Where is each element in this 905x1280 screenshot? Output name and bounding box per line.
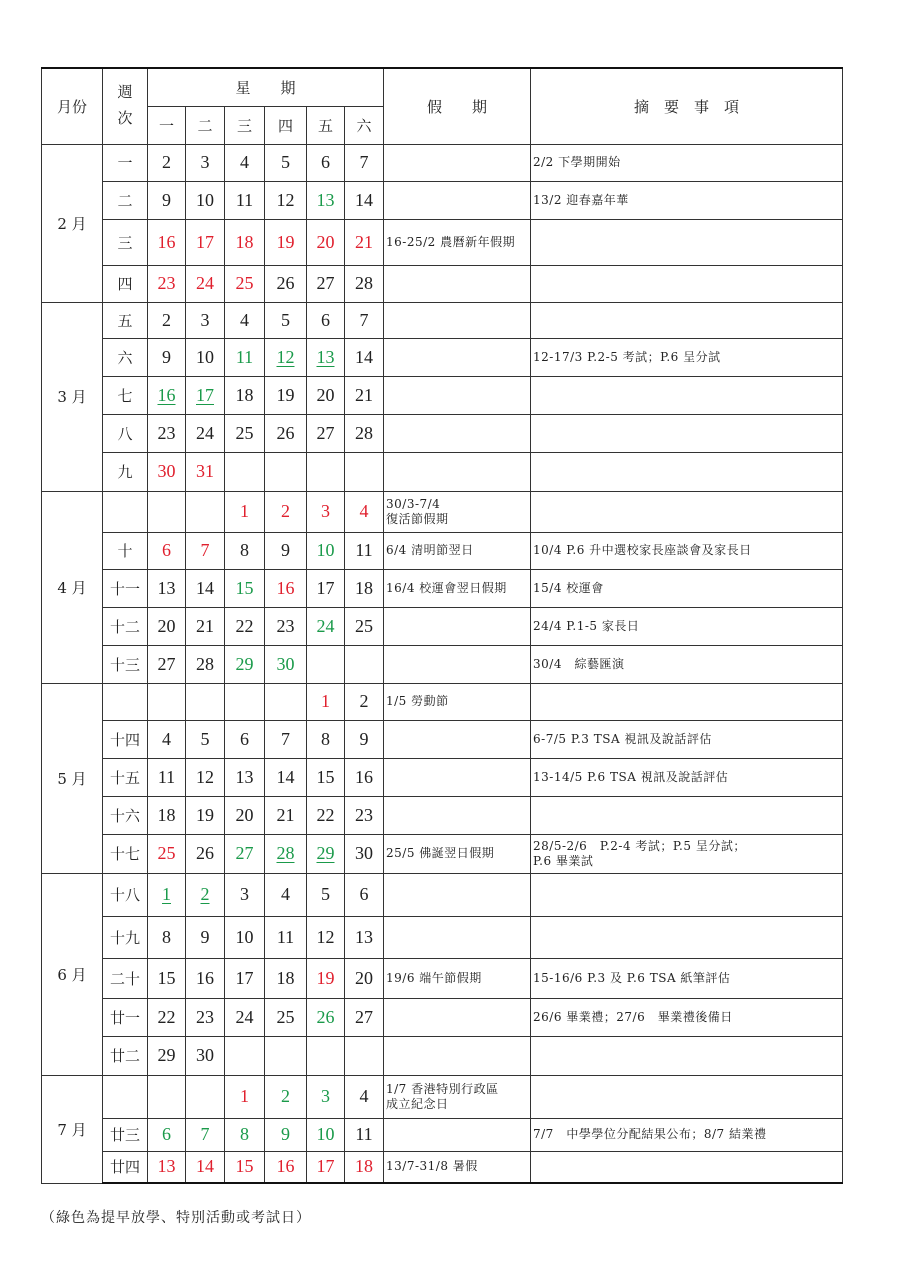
day-cell: 9 bbox=[148, 338, 186, 376]
week-row bbox=[42, 645, 843, 683]
holiday-note: 30/3-7/4 復活節假期 bbox=[384, 491, 531, 532]
summary-note: 12-17/3 P.2-5 考試；P.6 呈分試 bbox=[531, 338, 843, 376]
holiday-note: 16/4 校運會翌日假期 bbox=[384, 569, 531, 607]
day-cell: 1 bbox=[225, 491, 265, 532]
header-week-no-text: 週次 bbox=[117, 83, 133, 127]
day-cell: 2 bbox=[186, 873, 225, 916]
day-cell bbox=[225, 452, 265, 491]
summary-note: 26/6 畢業禮；27/6 畢業禮後備日 bbox=[531, 998, 843, 1036]
day-cell: 6 bbox=[148, 1118, 186, 1151]
day-cell: 9 bbox=[186, 916, 225, 958]
day-cell: 28 bbox=[265, 834, 307, 873]
day-cell bbox=[345, 1036, 384, 1075]
day-cell: 14 bbox=[265, 758, 307, 796]
week-number: 十九 bbox=[103, 916, 148, 958]
month-label: 5 月 bbox=[42, 683, 103, 873]
week-number: 二十 bbox=[103, 958, 148, 998]
day-cell: 11 bbox=[345, 532, 384, 569]
week-number: 六 bbox=[103, 338, 148, 376]
holiday-note: 1/7 香港特別行政區 成立紀念日 bbox=[384, 1075, 531, 1118]
day-cell: 1 bbox=[225, 1075, 265, 1118]
day-cell: 23 bbox=[345, 796, 384, 834]
day-cell: 5 bbox=[186, 720, 225, 758]
day-cell: 27 bbox=[148, 645, 186, 683]
week-row bbox=[42, 144, 843, 181]
day-cell bbox=[148, 491, 186, 532]
month-label: 3 月 bbox=[42, 302, 103, 491]
day-cell bbox=[225, 1036, 265, 1075]
day-cell: 23 bbox=[186, 998, 225, 1036]
holiday-note bbox=[384, 144, 531, 181]
day-cell: 19 bbox=[307, 958, 345, 998]
day-cell: 24 bbox=[186, 265, 225, 302]
day-cell: 28 bbox=[186, 645, 225, 683]
day-cell: 12 bbox=[265, 181, 307, 219]
day-cell: 16 bbox=[265, 1151, 307, 1183]
day-cell: 26 bbox=[307, 998, 345, 1036]
day-cell: 22 bbox=[307, 796, 345, 834]
color-legend-note: （綠色為提早放學、特別活動或考試日） bbox=[41, 1210, 311, 1226]
day-cell: 18 bbox=[225, 219, 265, 265]
day-cell: 28 bbox=[345, 265, 384, 302]
week-row bbox=[42, 181, 843, 219]
day-cell: 10 bbox=[307, 1118, 345, 1151]
summary-note bbox=[531, 414, 843, 452]
day-cell: 26 bbox=[186, 834, 225, 873]
week-row bbox=[42, 338, 843, 376]
week-number: 十八 bbox=[103, 873, 148, 916]
day-cell: 21 bbox=[345, 219, 384, 265]
day-cell: 14 bbox=[345, 338, 384, 376]
day-cell: 6 bbox=[307, 302, 345, 338]
week-row bbox=[42, 532, 843, 569]
week-number: 七 bbox=[103, 376, 148, 414]
week-row bbox=[42, 302, 843, 338]
day-cell: 15 bbox=[148, 958, 186, 998]
day-cell: 29 bbox=[148, 1036, 186, 1075]
week-row bbox=[42, 1075, 843, 1118]
day-cell: 20 bbox=[307, 219, 345, 265]
summary-note: 28/5-2/6 P.2-4 考試；P.5 呈分試； P.6 畢業試 bbox=[531, 834, 843, 873]
summary-note bbox=[531, 1151, 843, 1183]
day-cell: 2 bbox=[265, 491, 307, 532]
week-number: 八 bbox=[103, 414, 148, 452]
month-label: 6 月 bbox=[42, 873, 103, 1075]
week-number: 十四 bbox=[103, 720, 148, 758]
day-cell: 14 bbox=[186, 1151, 225, 1183]
day-cell: 17 bbox=[225, 958, 265, 998]
holiday-note bbox=[384, 302, 531, 338]
day-cell: 6 bbox=[148, 532, 186, 569]
day-cell: 25 bbox=[345, 607, 384, 645]
day-cell: 8 bbox=[225, 532, 265, 569]
day-cell: 12 bbox=[307, 916, 345, 958]
day-cell: 6 bbox=[307, 144, 345, 181]
day-cell: 17 bbox=[307, 569, 345, 607]
holiday-note bbox=[384, 607, 531, 645]
week-row bbox=[42, 414, 843, 452]
day-cell: 13 bbox=[307, 181, 345, 219]
day-cell bbox=[345, 645, 384, 683]
week-row bbox=[42, 916, 843, 958]
day-cell: 24 bbox=[307, 607, 345, 645]
week-row bbox=[42, 796, 843, 834]
day-cell: 2 bbox=[265, 1075, 307, 1118]
header-week-no bbox=[103, 68, 148, 144]
day-cell: 14 bbox=[186, 569, 225, 607]
day-cell: 22 bbox=[148, 998, 186, 1036]
day-cell bbox=[186, 1075, 225, 1118]
summary-note bbox=[531, 796, 843, 834]
day-cell: 10 bbox=[186, 338, 225, 376]
week-row bbox=[42, 219, 843, 265]
week-row bbox=[42, 758, 843, 796]
day-cell: 5 bbox=[265, 144, 307, 181]
summary-note: 6-7/5 P.3 TSA 視訊及說話評估 bbox=[531, 720, 843, 758]
day-cell: 9 bbox=[265, 1118, 307, 1151]
week-row bbox=[42, 569, 843, 607]
day-cell: 28 bbox=[345, 414, 384, 452]
weekday-header: 一 bbox=[148, 106, 186, 144]
day-cell: 30 bbox=[186, 1036, 225, 1075]
day-cell: 15 bbox=[225, 569, 265, 607]
day-cell: 19 bbox=[265, 376, 307, 414]
header-weekday-group: 星 期 bbox=[148, 68, 384, 106]
day-cell: 13 bbox=[345, 916, 384, 958]
day-cell: 2 bbox=[148, 144, 186, 181]
summary-note bbox=[531, 302, 843, 338]
day-cell: 1 bbox=[307, 683, 345, 720]
day-cell: 6 bbox=[345, 873, 384, 916]
day-cell bbox=[307, 1036, 345, 1075]
day-cell: 25 bbox=[225, 414, 265, 452]
day-cell: 13 bbox=[307, 338, 345, 376]
week-row bbox=[42, 1036, 843, 1075]
week-row bbox=[42, 1151, 843, 1183]
summary-note: 15/4 校運會 bbox=[531, 569, 843, 607]
day-cell: 30 bbox=[148, 452, 186, 491]
day-cell: 18 bbox=[345, 569, 384, 607]
week-number bbox=[103, 683, 148, 720]
week-number: 十六 bbox=[103, 796, 148, 834]
day-cell: 4 bbox=[225, 302, 265, 338]
day-cell: 5 bbox=[307, 873, 345, 916]
week-row bbox=[42, 873, 843, 916]
day-cell: 13 bbox=[225, 758, 265, 796]
day-cell: 27 bbox=[225, 834, 265, 873]
holiday-note: 16-25/2 農曆新年假期 bbox=[384, 219, 531, 265]
day-cell: 25 bbox=[148, 834, 186, 873]
day-cell: 11 bbox=[345, 1118, 384, 1151]
week-row bbox=[42, 683, 843, 720]
day-cell: 16 bbox=[148, 219, 186, 265]
day-cell: 9 bbox=[265, 532, 307, 569]
day-cell: 4 bbox=[345, 1075, 384, 1118]
week-number: 十三 bbox=[103, 645, 148, 683]
day-cell: 4 bbox=[148, 720, 186, 758]
summary-note: 30/4 綜藝匯演 bbox=[531, 645, 843, 683]
day-cell: 7 bbox=[345, 302, 384, 338]
day-cell bbox=[186, 491, 225, 532]
holiday-note: 19/6 端午節假期 bbox=[384, 958, 531, 998]
week-row bbox=[42, 958, 843, 998]
day-cell: 12 bbox=[265, 338, 307, 376]
week-number: 一 bbox=[103, 144, 148, 181]
day-cell: 8 bbox=[148, 916, 186, 958]
day-cell: 13 bbox=[148, 1151, 186, 1183]
day-cell: 21 bbox=[345, 376, 384, 414]
week-row bbox=[42, 998, 843, 1036]
day-cell bbox=[148, 683, 186, 720]
header-summary: 摘 要 事 項 bbox=[531, 68, 843, 144]
day-cell: 16 bbox=[265, 569, 307, 607]
day-cell: 3 bbox=[307, 491, 345, 532]
day-cell: 8 bbox=[307, 720, 345, 758]
week-row bbox=[42, 720, 843, 758]
header-holiday: 假 期 bbox=[384, 68, 531, 144]
day-cell bbox=[265, 452, 307, 491]
summary-note bbox=[531, 376, 843, 414]
day-cell: 13 bbox=[148, 569, 186, 607]
day-cell: 20 bbox=[148, 607, 186, 645]
day-cell: 7 bbox=[186, 532, 225, 569]
holiday-note bbox=[384, 916, 531, 958]
day-cell: 30 bbox=[345, 834, 384, 873]
week-number: 十 bbox=[103, 532, 148, 569]
summary-note bbox=[531, 219, 843, 265]
week-row bbox=[42, 1118, 843, 1151]
day-cell: 20 bbox=[345, 958, 384, 998]
day-cell: 18 bbox=[148, 796, 186, 834]
summary-note: 15-16/6 P.3 及 P.6 TSA 紙筆評估 bbox=[531, 958, 843, 998]
month-label: 2 月 bbox=[42, 144, 103, 302]
week-number: 四 bbox=[103, 265, 148, 302]
holiday-note bbox=[384, 873, 531, 916]
day-cell: 16 bbox=[186, 958, 225, 998]
holiday-note bbox=[384, 452, 531, 491]
holiday-note bbox=[384, 1036, 531, 1075]
holiday-note: 13/7-31/8 暑假 bbox=[384, 1151, 531, 1183]
day-cell: 3 bbox=[186, 144, 225, 181]
day-cell: 10 bbox=[307, 532, 345, 569]
week-number: 二 bbox=[103, 181, 148, 219]
day-cell: 16 bbox=[345, 758, 384, 796]
day-cell: 17 bbox=[307, 1151, 345, 1183]
day-cell: 25 bbox=[225, 265, 265, 302]
day-cell: 7 bbox=[265, 720, 307, 758]
summary-note: 7/7 中學學位分配結果公布；8/7 結業禮 bbox=[531, 1118, 843, 1151]
weekday-header: 四 bbox=[265, 106, 307, 144]
holiday-note: 1/5 勞動節 bbox=[384, 683, 531, 720]
day-cell: 31 bbox=[186, 452, 225, 491]
week-number: 廿二 bbox=[103, 1036, 148, 1075]
week-row bbox=[42, 491, 843, 532]
day-cell: 9 bbox=[345, 720, 384, 758]
day-cell bbox=[345, 452, 384, 491]
day-cell: 11 bbox=[225, 338, 265, 376]
week-row bbox=[42, 834, 843, 873]
week-number: 九 bbox=[103, 452, 148, 491]
day-cell: 7 bbox=[345, 144, 384, 181]
week-row bbox=[42, 265, 843, 302]
day-cell bbox=[186, 683, 225, 720]
summary-note bbox=[531, 265, 843, 302]
summary-note bbox=[531, 1036, 843, 1075]
day-cell: 6 bbox=[225, 720, 265, 758]
week-number bbox=[103, 1075, 148, 1118]
day-cell: 11 bbox=[265, 916, 307, 958]
day-cell: 15 bbox=[225, 1151, 265, 1183]
holiday-note bbox=[384, 998, 531, 1036]
day-cell: 10 bbox=[186, 181, 225, 219]
day-cell: 27 bbox=[307, 414, 345, 452]
day-cell: 12 bbox=[186, 758, 225, 796]
day-cell bbox=[148, 1075, 186, 1118]
summary-note bbox=[531, 491, 843, 532]
day-cell: 19 bbox=[186, 796, 225, 834]
day-cell: 21 bbox=[186, 607, 225, 645]
day-cell: 24 bbox=[225, 998, 265, 1036]
summary-note bbox=[531, 452, 843, 491]
day-cell: 4 bbox=[265, 873, 307, 916]
holiday-note bbox=[384, 645, 531, 683]
weekday-header: 三 bbox=[225, 106, 265, 144]
summary-note: 10/4 P.6 升中選校家長座談會及家長日 bbox=[531, 532, 843, 569]
day-cell: 27 bbox=[345, 998, 384, 1036]
day-cell: 15 bbox=[307, 758, 345, 796]
day-cell: 9 bbox=[148, 181, 186, 219]
day-cell: 18 bbox=[225, 376, 265, 414]
week-number: 十五 bbox=[103, 758, 148, 796]
day-cell: 7 bbox=[186, 1118, 225, 1151]
day-cell: 23 bbox=[148, 265, 186, 302]
holiday-note bbox=[384, 181, 531, 219]
day-cell: 20 bbox=[225, 796, 265, 834]
week-number: 廿三 bbox=[103, 1118, 148, 1151]
day-cell: 2 bbox=[148, 302, 186, 338]
day-cell: 17 bbox=[186, 376, 225, 414]
header-month: 月份 bbox=[42, 68, 103, 144]
week-number: 廿一 bbox=[103, 998, 148, 1036]
day-cell: 16 bbox=[148, 376, 186, 414]
school-calendar-table bbox=[41, 67, 843, 1184]
day-cell: 26 bbox=[265, 265, 307, 302]
day-cell: 3 bbox=[186, 302, 225, 338]
day-cell: 10 bbox=[225, 916, 265, 958]
holiday-note bbox=[384, 1118, 531, 1151]
week-number: 三 bbox=[103, 219, 148, 265]
day-cell: 23 bbox=[148, 414, 186, 452]
day-cell: 5 bbox=[265, 302, 307, 338]
weekday-header: 五 bbox=[307, 106, 345, 144]
summary-note bbox=[531, 683, 843, 720]
summary-note bbox=[531, 1075, 843, 1118]
day-cell: 18 bbox=[345, 1151, 384, 1183]
day-cell: 3 bbox=[307, 1075, 345, 1118]
day-cell: 18 bbox=[265, 958, 307, 998]
week-number: 廿四 bbox=[103, 1151, 148, 1183]
summary-note: 13/2 迎春嘉年華 bbox=[531, 181, 843, 219]
summary-note bbox=[531, 873, 843, 916]
week-row bbox=[42, 376, 843, 414]
day-cell: 27 bbox=[307, 265, 345, 302]
summary-note: 2/2 下學期開始 bbox=[531, 144, 843, 181]
week-number: 十七 bbox=[103, 834, 148, 873]
day-cell bbox=[307, 452, 345, 491]
day-cell bbox=[265, 1036, 307, 1075]
week-number: 五 bbox=[103, 302, 148, 338]
day-cell: 11 bbox=[225, 181, 265, 219]
week-row bbox=[42, 607, 843, 645]
week-number: 十一 bbox=[103, 569, 148, 607]
day-cell: 24 bbox=[186, 414, 225, 452]
summary-note: 24/4 P.1-5 家長日 bbox=[531, 607, 843, 645]
month-label: 7 月 bbox=[42, 1075, 103, 1183]
day-cell: 1 bbox=[148, 873, 186, 916]
holiday-note bbox=[384, 338, 531, 376]
summary-note: 13-14/5 P.6 TSA 視訊及說話評估 bbox=[531, 758, 843, 796]
week-row bbox=[42, 452, 843, 491]
summary-note bbox=[531, 916, 843, 958]
day-cell bbox=[307, 645, 345, 683]
month-label: 4 月 bbox=[42, 491, 103, 683]
holiday-note: 6/4 清明節翌日 bbox=[384, 532, 531, 569]
week-number bbox=[103, 491, 148, 532]
day-cell bbox=[225, 683, 265, 720]
day-cell: 4 bbox=[225, 144, 265, 181]
holiday-note: 25/5 佛誕翌日假期 bbox=[384, 834, 531, 873]
holiday-note bbox=[384, 414, 531, 452]
day-cell: 26 bbox=[265, 414, 307, 452]
week-number: 十二 bbox=[103, 607, 148, 645]
day-cell: 8 bbox=[225, 1118, 265, 1151]
weekday-header: 六 bbox=[345, 106, 384, 144]
weekday-header: 二 bbox=[186, 106, 225, 144]
holiday-note bbox=[384, 758, 531, 796]
day-cell: 17 bbox=[186, 219, 225, 265]
day-cell: 2 bbox=[345, 683, 384, 720]
holiday-note bbox=[384, 720, 531, 758]
day-cell: 14 bbox=[345, 181, 384, 219]
day-cell: 25 bbox=[265, 998, 307, 1036]
day-cell: 29 bbox=[225, 645, 265, 683]
day-cell: 29 bbox=[307, 834, 345, 873]
day-cell: 23 bbox=[265, 607, 307, 645]
day-cell: 3 bbox=[225, 873, 265, 916]
day-cell: 21 bbox=[265, 796, 307, 834]
day-cell: 20 bbox=[307, 376, 345, 414]
day-cell: 30 bbox=[265, 645, 307, 683]
holiday-note bbox=[384, 796, 531, 834]
day-cell: 11 bbox=[148, 758, 186, 796]
holiday-note bbox=[384, 265, 531, 302]
day-cell bbox=[265, 683, 307, 720]
day-cell: 4 bbox=[345, 491, 384, 532]
holiday-note bbox=[384, 376, 531, 414]
day-cell: 19 bbox=[265, 219, 307, 265]
day-cell: 22 bbox=[225, 607, 265, 645]
